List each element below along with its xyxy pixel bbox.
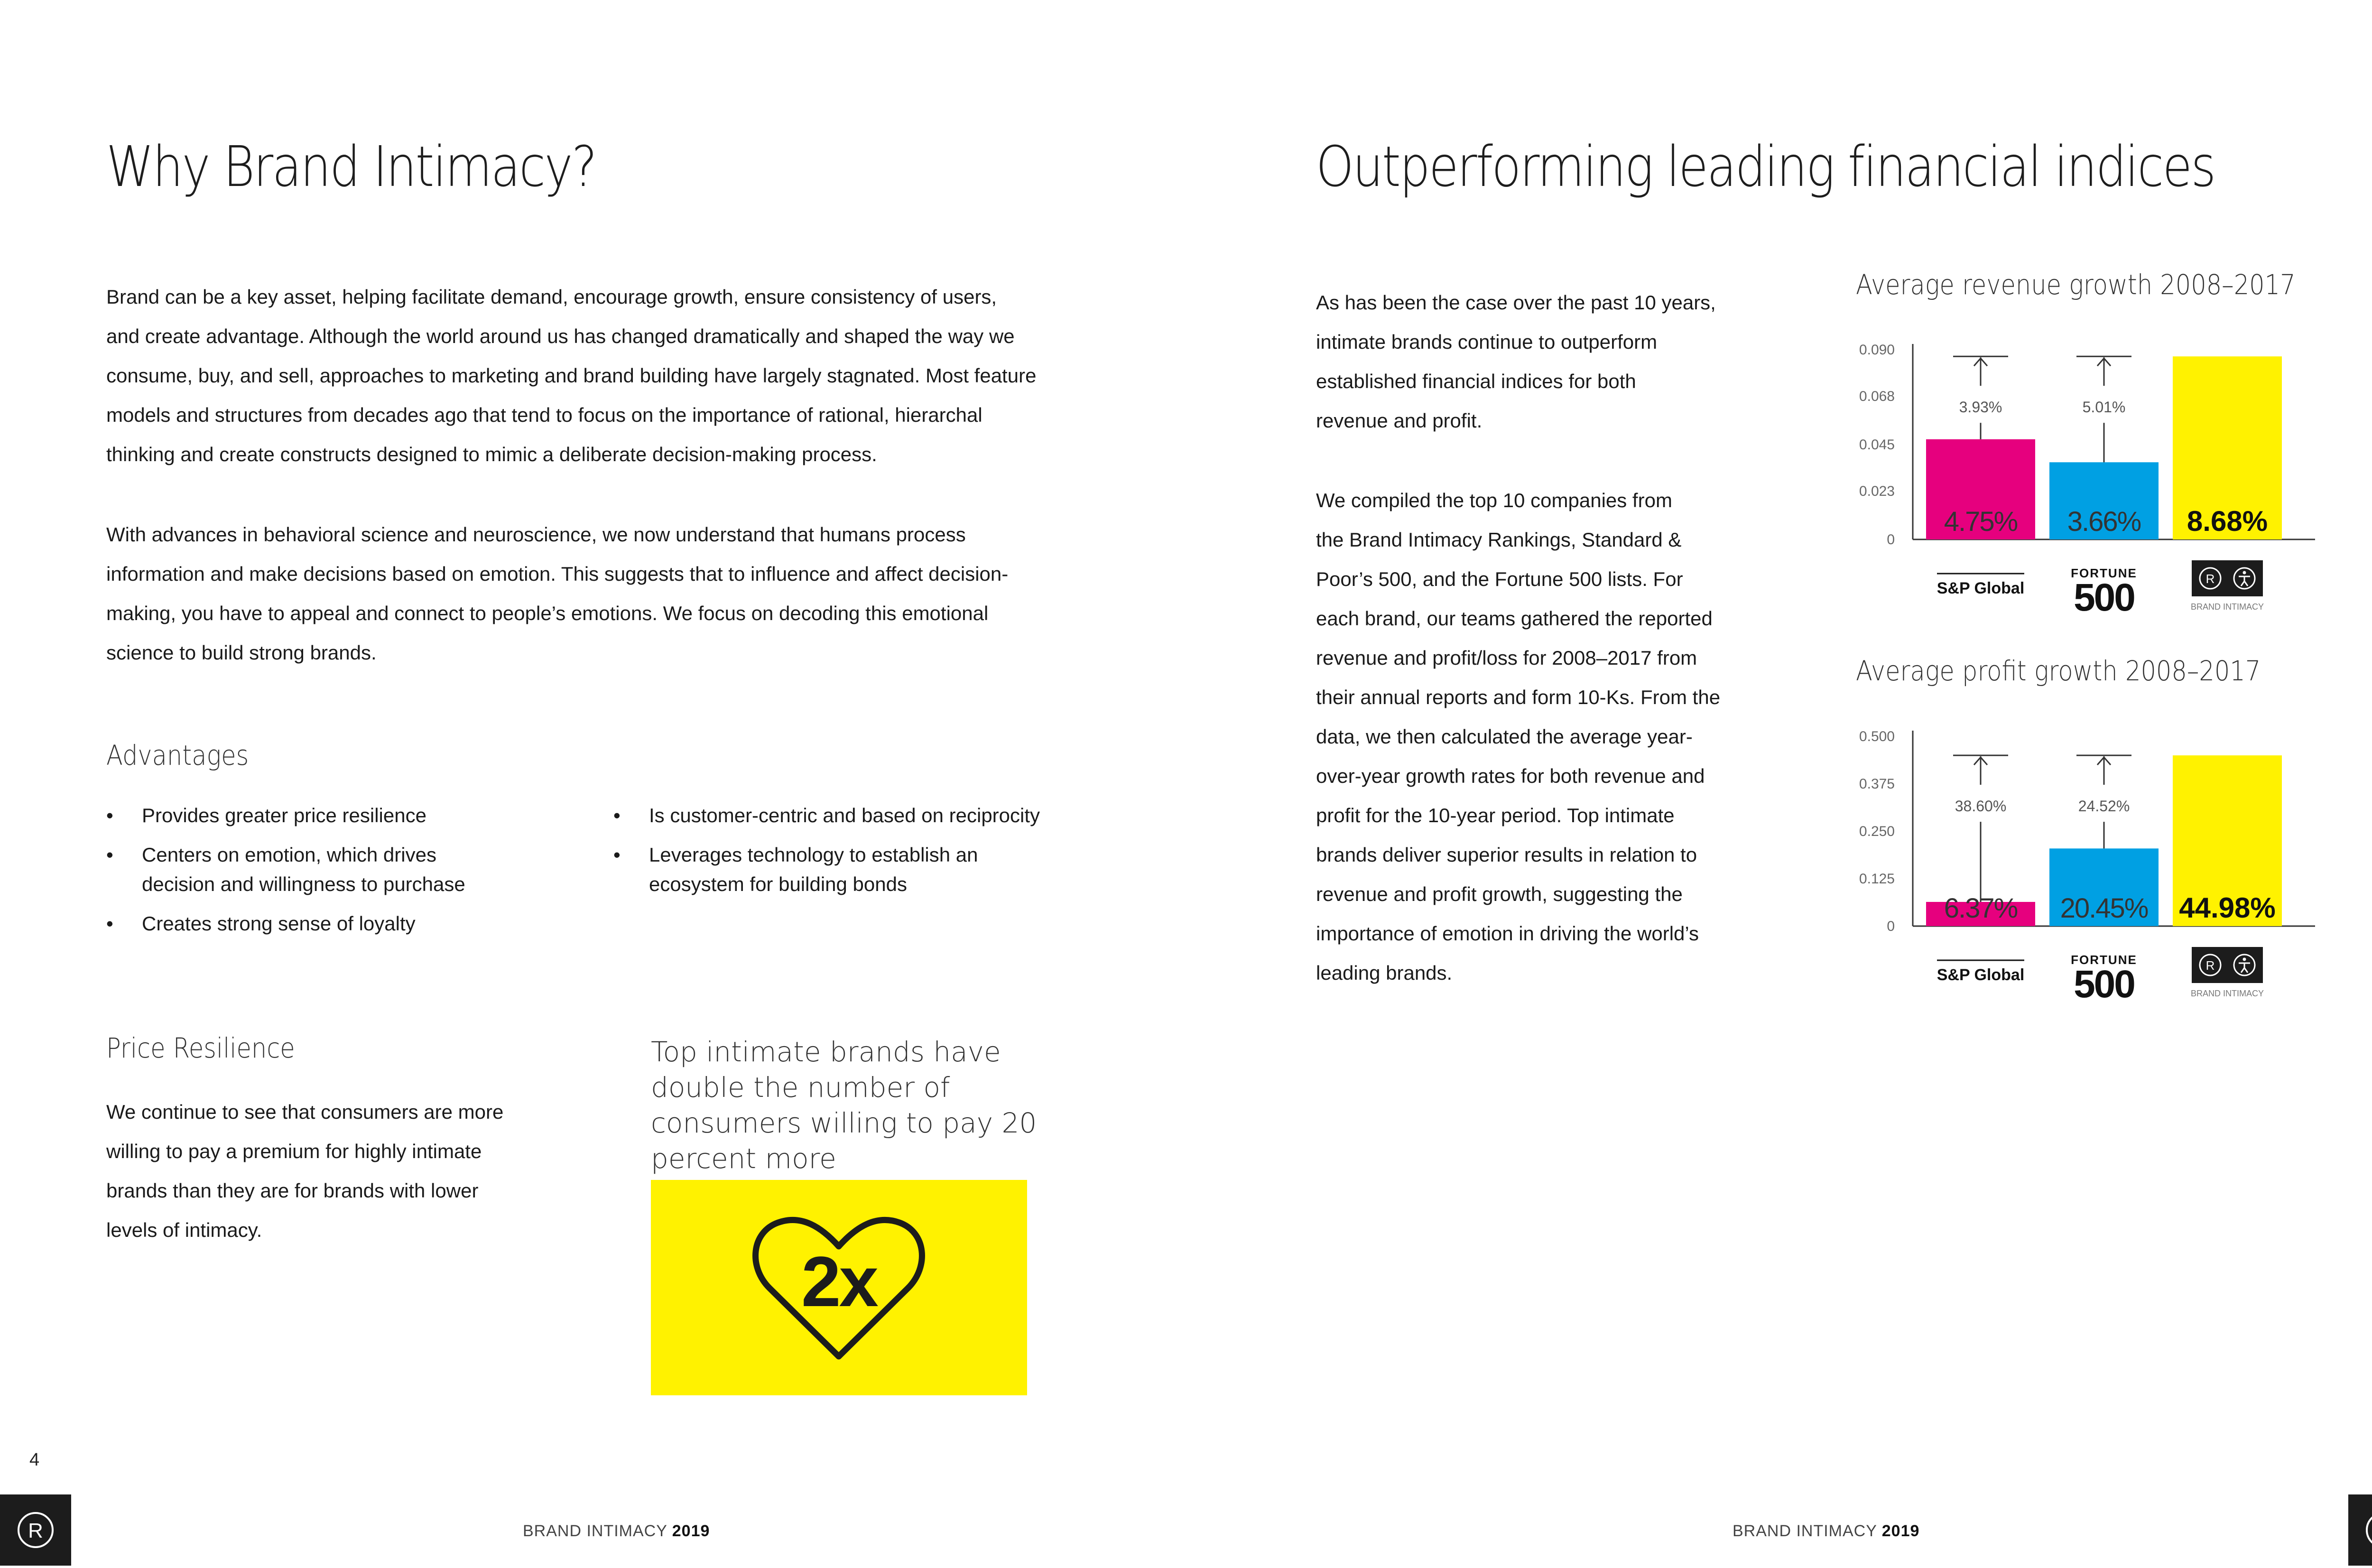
- brand-intimacy-logo: [2192, 560, 2263, 596]
- bar-value-label: 44.98%: [2179, 892, 2276, 924]
- brand-intimacy-caption: BRAND INTIMACY: [2190, 989, 2264, 998]
- text-line: brands than they are for brands with lower: [106, 1179, 479, 1202]
- text-line: their annual reports and form 10-Ks. From the: [1316, 686, 1721, 708]
- page-number-left: 4: [29, 1450, 40, 1470]
- text-line: intimate brands continue to outperform: [1316, 331, 1658, 353]
- list-item: • Centers on emotion, which drives decision and willingness to purchase: [106, 840, 514, 899]
- text-line: revenue and profit growth, suggesting the: [1316, 883, 1683, 905]
- text-line: leading brands.: [1316, 962, 1453, 984]
- heart-label: 2x: [801, 1242, 877, 1321]
- registered-corner: [0, 1494, 71, 1566]
- list-item: • Provides greater price resilience: [106, 801, 514, 830]
- text-line: and create advantage. Although the world around us has changed dramatically and shaped the way we: [106, 325, 1015, 347]
- footer-label: BRAND INTIMACY: [1733, 1522, 1877, 1540]
- text-line: revenue and profit.: [1316, 409, 1482, 432]
- text-line: importance of emotion in driving the world’s: [1316, 922, 1699, 945]
- text-line: willing to pay a premium for highly intimate: [106, 1140, 482, 1162]
- advantages-list-2: [613, 801, 1088, 909]
- list-item: • Leverages technology to establish an ecosystem for building bonds: [613, 840, 991, 899]
- footer-right: [1733, 1522, 1919, 1540]
- profit-growth-chart: [1841, 709, 2334, 1013]
- list-item: • Is customer-centric and based on reciprocity: [613, 801, 1088, 830]
- registered-icon-letter: R: [2205, 572, 2215, 586]
- fortune-logo-top: FORTUNE: [2071, 953, 2137, 967]
- footer-label: BRAND INTIMACY: [523, 1522, 667, 1540]
- brand-intimacy-logo: [2192, 947, 2263, 983]
- fortune-logo-top: FORTUNE: [2071, 566, 2137, 580]
- accessibility-icon: [2348, 1494, 2372, 1566]
- y-tick-label: 0.023: [1859, 483, 1895, 499]
- heart-panel: [651, 1180, 1027, 1395]
- brand-intimacy-caption: BRAND INTIMACY: [2190, 602, 2264, 612]
- price-resilience-heading: Price Resilience: [106, 1032, 295, 1064]
- revenue-growth-chart: [1841, 323, 2334, 626]
- price-paragraph: [106, 1092, 581, 1250]
- left-page-title: Why Brand Intimacy?: [106, 134, 596, 199]
- text-line: Brand can be a key asset, helping facilitate demand, encourage growth, ensure consistency of users,: [106, 286, 997, 308]
- right-paragraph-2: [1316, 481, 1790, 993]
- bar-value-label: 6.37%: [1944, 893, 2018, 924]
- profit-chart-title: Average profit growth 2008–2017: [1856, 655, 2261, 687]
- footer-left: [523, 1522, 710, 1540]
- registered-icon: [0, 1494, 71, 1566]
- bar-value-label: 8.68%: [2187, 505, 2268, 537]
- footer-year: 2019: [672, 1522, 710, 1540]
- accessibility-corner: [2348, 1494, 2372, 1566]
- y-tick-label: 0: [1887, 919, 1895, 934]
- text-line: levels of intimacy.: [106, 1219, 262, 1241]
- science-paragraph: [106, 515, 1103, 672]
- accessibility-head: [2243, 571, 2246, 575]
- advantages-list-1: [106, 801, 514, 948]
- footer-year: 2019: [1881, 1522, 1920, 1540]
- y-tick-label: 0.090: [1859, 342, 1895, 358]
- text-line: We compiled the top 10 companies from: [1316, 489, 1672, 511]
- fortune-logo-500: 500: [2074, 963, 2134, 1006]
- right-paragraph-1: [1316, 283, 1790, 440]
- sp-global-logo: S&P Global: [1937, 966, 2025, 984]
- text-line: over-year growth rates for both revenue and: [1316, 765, 1705, 787]
- text-line: science to build strong brands.: [106, 641, 377, 664]
- gap-label: 3.93%: [1959, 399, 2002, 416]
- revenue-chart-title: Average revenue growth 2008–2017: [1856, 269, 2296, 301]
- text-line: the Brand Intimacy Rankings, Standard &: [1316, 529, 1682, 551]
- registered-icon-letter: R: [2205, 958, 2215, 973]
- text-line: Poor’s 500, and the Fortune 500 lists. For: [1316, 568, 1683, 590]
- text-line: As has been the case over the past 10 years,: [1316, 291, 1716, 314]
- text-line: brands deliver superior results in relation to: [1316, 844, 1697, 866]
- text-line: thinking and create constructs designed to mimic a deliberate decision-making process.: [106, 443, 877, 465]
- text-line: revenue and profit/loss for 2008–2017 from: [1316, 647, 1697, 669]
- gap-label: 24.52%: [2078, 798, 2130, 815]
- y-tick-label: 0.068: [1859, 388, 1895, 404]
- y-tick-label: 0.250: [1859, 824, 1895, 839]
- svg-text:R: R: [28, 1519, 43, 1542]
- y-tick-label: 0: [1887, 532, 1895, 547]
- text-line: each brand, our teams gathered the reported: [1316, 607, 1713, 630]
- text-line: making, you have to appeal and connect to people’s emotions. We focus on decoding this emotional: [106, 602, 989, 624]
- y-tick-label: 0.125: [1859, 871, 1895, 887]
- y-tick-label: 0.375: [1859, 776, 1895, 792]
- text-line: consume, buy, and sell, approaches to marketing and brand building have largely stagnated. Most feature: [106, 364, 1037, 387]
- text-line: data, we then calculated the average year-: [1316, 725, 1693, 748]
- text-line: models and structures from decades ago that tend to focus on the importance of rational, hierarchal: [106, 404, 982, 426]
- gap-label: 38.60%: [1955, 798, 2007, 815]
- bar-value-label: 20.45%: [2060, 893, 2148, 924]
- text-line: profit for the 10-year period. Top intimate: [1316, 804, 1675, 826]
- fortune-logo-500: 500: [2074, 576, 2134, 619]
- text-line: established financial indices for both: [1316, 370, 1636, 392]
- list-item: • Creates strong sense of loyalty: [106, 909, 514, 938]
- pull-quote: Top intimate brands have double the number of consumers willing to pay 20 percent more: [651, 1036, 1037, 1175]
- sp-global-logo: S&P Global: [1937, 579, 2025, 597]
- y-tick-label: 0.500: [1859, 729, 1895, 744]
- gap-label: 5.01%: [2082, 399, 2126, 416]
- accessibility-head: [2243, 958, 2246, 961]
- y-tick-label: 0.045: [1859, 437, 1895, 453]
- text-line: With advances in behavioral science and neuroscience, we now understand that humans process: [106, 523, 966, 546]
- text-line: information and make decisions based on emotion. This suggests that to influence and affect decision-: [106, 563, 1009, 585]
- advantages-heading: Advantages: [106, 739, 249, 771]
- text-line: We continue to see that consumers are more: [106, 1101, 504, 1123]
- right-page-title: Outperforming leading financial indices: [1316, 134, 2215, 199]
- bar-value-label: 4.75%: [1944, 506, 2018, 537]
- intro-paragraph: [106, 277, 1103, 474]
- bar-value-label: 3.66%: [2067, 506, 2141, 537]
